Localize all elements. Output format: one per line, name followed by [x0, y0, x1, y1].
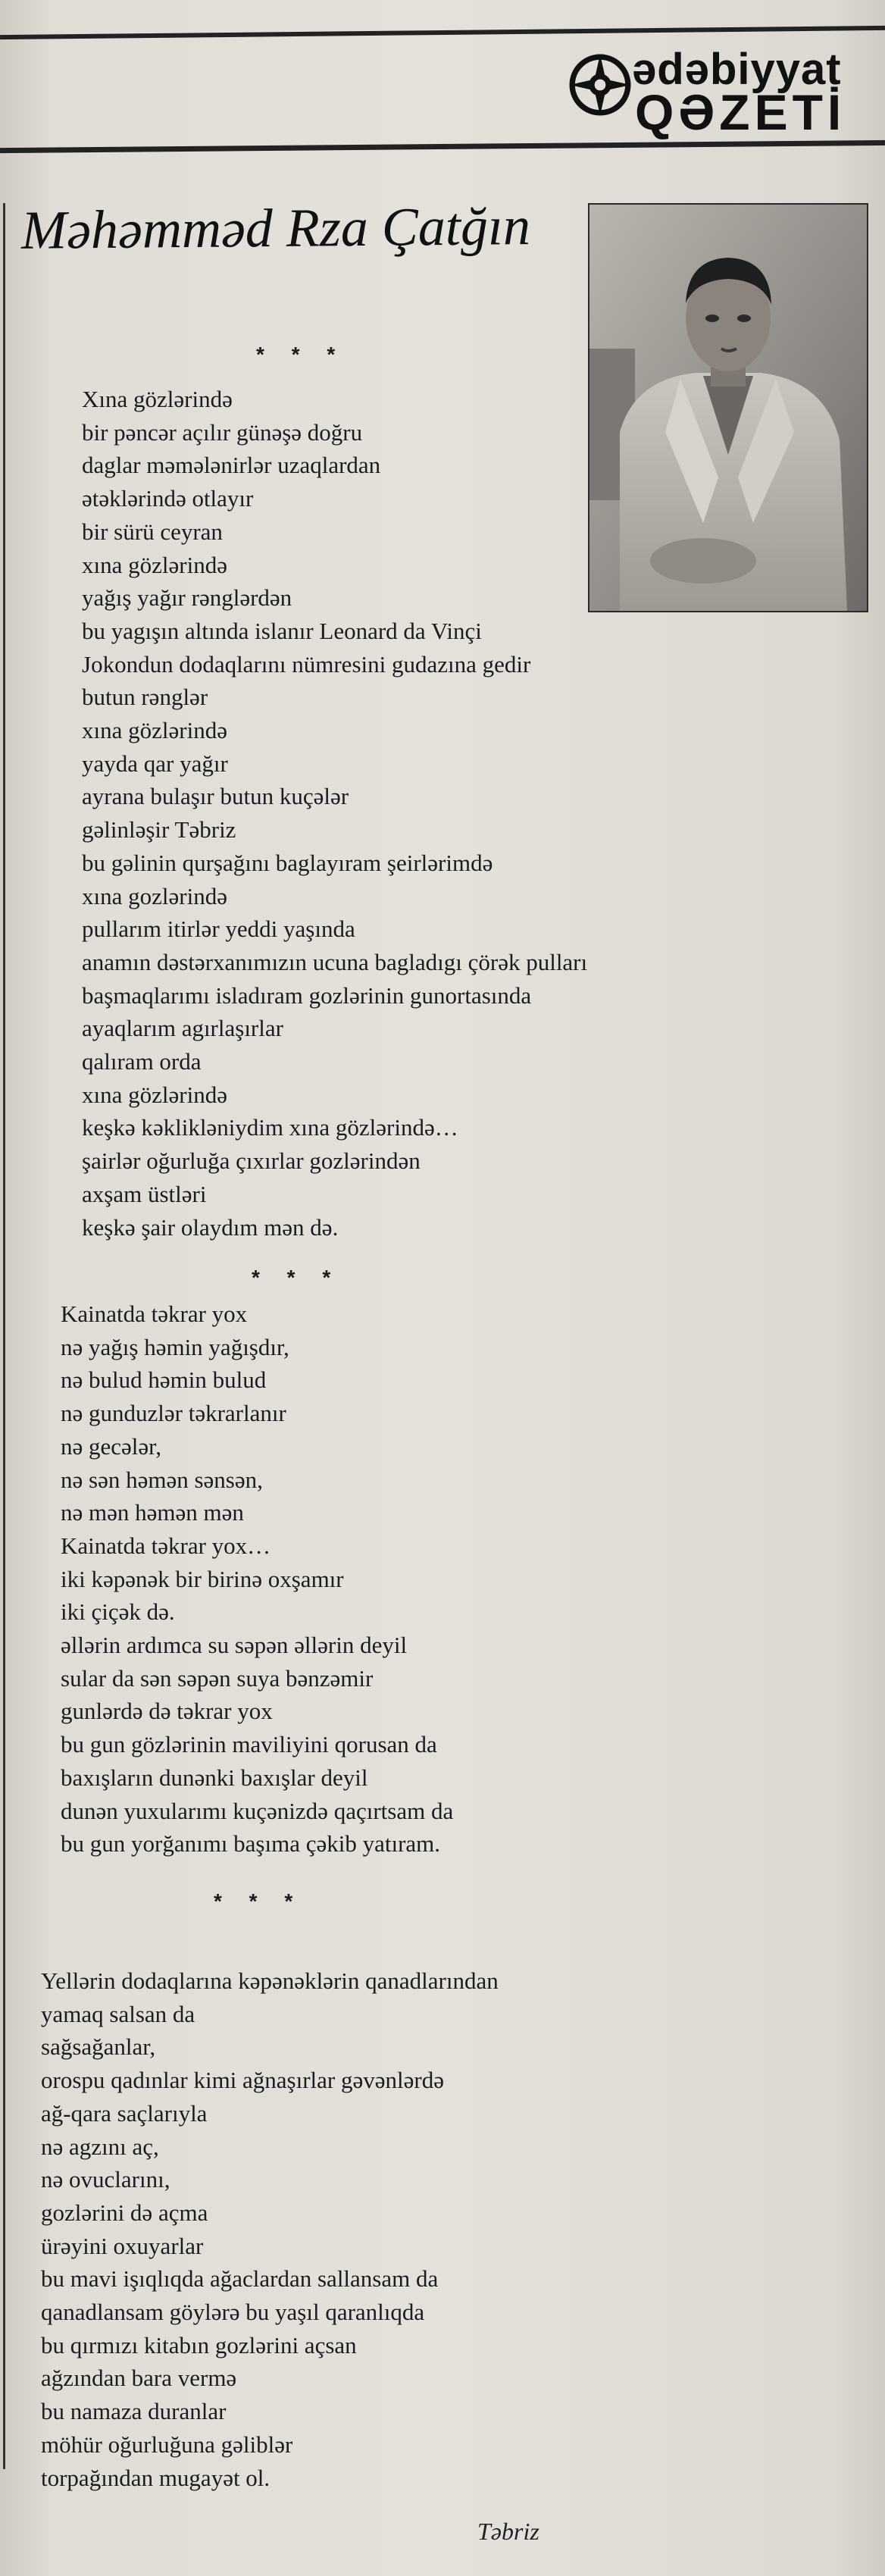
poem-line: anamın dəstərxanımızın ucuna bagladıgı çörək pulları: [82, 948, 588, 975]
poem-line: yayda qar yağır: [82, 750, 228, 777]
poem-line: möhür oğurluğuna gəliblər: [41, 2430, 293, 2458]
poem-line: xına gözlərində: [82, 717, 227, 744]
poem-line: xına gözlərində: [82, 1081, 227, 1108]
poem-line: gunlərdə də təkrar yox: [61, 1698, 273, 1725]
portrait-illustration: [589, 205, 867, 611]
poem-line: daglar məmələnirlər uzaqlardan: [82, 452, 381, 479]
poem-line: xına gözlərində: [82, 551, 227, 578]
poem-line: nə sən həmən sənsən,: [61, 1466, 263, 1493]
poem-line: Kainatda təkrar yox: [61, 1301, 248, 1327]
poem-line: bir sürü ceyran: [82, 518, 223, 545]
poem-line: Yellərin dodaqlarına kəpənəklərin qanadlarından: [41, 1967, 499, 1994]
poem-line: bu gun yorğanımı başıma çəkib yatıram.: [61, 1830, 441, 1858]
poem-line: bu qırmızı kitabın gozlərini açsan: [41, 2331, 357, 2358]
section-separator: * * *: [214, 1889, 304, 1913]
poem-line: nə ovuclarını,: [41, 2166, 170, 2193]
poem-2: [61, 1297, 453, 1861]
section-separator: * * *: [256, 343, 346, 366]
poem-line: ayaqlarım agırlaşırlar: [82, 1015, 283, 1042]
poem-line: dunən yuxularımı kuçənizdə qaçırtsam da: [61, 1797, 454, 1824]
poem-line: sağsağanlar,: [41, 2033, 156, 2061]
masthead-line1: ədəbiyyat: [632, 45, 842, 94]
poem-3: [41, 1964, 499, 2494]
place-signature: Təbriz: [477, 2518, 539, 2545]
poem-line: sular da sən səpən suya bənzəmir: [61, 1664, 374, 1692]
poem-line: nə yağış həmin yağışdır,: [61, 1333, 289, 1360]
poem-line: axşam üstləri: [82, 1180, 207, 1207]
poem-line: nə agzını aç,: [41, 2133, 159, 2160]
poem-line: ağzından bara vermə: [41, 2365, 237, 2392]
poem-line: qalıram orda: [82, 1048, 202, 1075]
poem-line: ağ-qara saçlarıyla: [41, 2099, 208, 2127]
left-column-rule: [3, 203, 5, 2469]
poem-line: iki çiçək də.: [61, 1598, 175, 1626]
poem-line: yamaq salsan da: [41, 2000, 195, 2027]
poem-line: baxışların dunənki baxışlar deyil: [61, 1764, 368, 1791]
poem-line: butun rənglər: [82, 684, 208, 711]
header-rule: [0, 140, 885, 153]
poem-line: bu gun gözlərinin maviliyini qorusan da: [61, 1731, 437, 1758]
poem-line: nə gecələr,: [61, 1432, 161, 1460]
poem-line: keşkə kəklikləniydim xına gözlərində…: [82, 1114, 458, 1141]
masthead-line2: QƏZETİ: [635, 84, 846, 140]
poem-line: ayrana bulaşır butun kuçələr: [82, 783, 349, 810]
poem-line: bu yagışın altında islanır Leonard da Vinçi: [82, 617, 482, 644]
poem-line: yağış yağır rənglərdən: [82, 584, 292, 612]
poem-line: Kainatda təkrar yox…: [61, 1532, 271, 1559]
poem-line: bu gəlinin qurşağını baglayıram şeirlərimdə: [82, 849, 493, 876]
star-emblem-icon: [565, 50, 635, 120]
poem-line: keşkə şair olaydım mən də.: [82, 1213, 339, 1241]
poem-line: başmaqlarımı isladıram gozlərinin gunortasında: [82, 981, 532, 1009]
poem-line: gozlərini də açma: [41, 2199, 208, 2226]
author-photo: [588, 203, 868, 612]
poem-line: gəlinləşir Təbriz: [82, 816, 236, 844]
author-name: Məhəmməd Rza Çatğın: [20, 196, 531, 261]
poem-line: iki kəpənək bir birinə oxşamır: [61, 1565, 344, 1592]
poem-line: bu mavi işıqlıqda ağaclardan sallansam da: [41, 2265, 439, 2293]
poem-line: bu namaza duranlar: [41, 2398, 227, 2425]
poem-line: Jokondun dodaqlarını nümresini gudazına gedir: [82, 650, 531, 678]
poem-line: bir pəncər açılır günəşə doğru: [82, 418, 363, 446]
poem-line: nə gunduzlər təkrarlanır: [61, 1400, 286, 1427]
poem-line: əllərin ardımca su səpən əllərin deyil: [61, 1632, 408, 1659]
poem-line: torpağından mugayət ol.: [41, 2464, 271, 2491]
poem-line: xına gozlərində: [82, 882, 227, 909]
poem-line: ürəyini oxuyarlar: [41, 2232, 204, 2259]
poem-line: ətəklərində otlayır: [82, 485, 254, 512]
poem-line: orospu qadınlar kimi ağnaşırlar gəvənlərdə: [41, 2067, 444, 2094]
poem-line: nə mən həmən mən: [61, 1499, 244, 1526]
poem-line: qanadlansam göylərə bu yaşıl qaranlıqda: [41, 2299, 425, 2326]
poem-line: Xına gözlərində: [82, 386, 233, 412]
section-separator: * * *: [252, 1266, 342, 1289]
masthead-logo: [565, 39, 853, 138]
poem-line: pullarım itirlər yeddi yaşında: [82, 916, 355, 943]
poem-1: [82, 383, 587, 1244]
poem-line: nə bulud həmin bulud: [61, 1366, 267, 1394]
top-rule: [0, 26, 885, 39]
poem-line: şairlər oğurluğa çıxırlar gozlərindən: [82, 1147, 421, 1175]
